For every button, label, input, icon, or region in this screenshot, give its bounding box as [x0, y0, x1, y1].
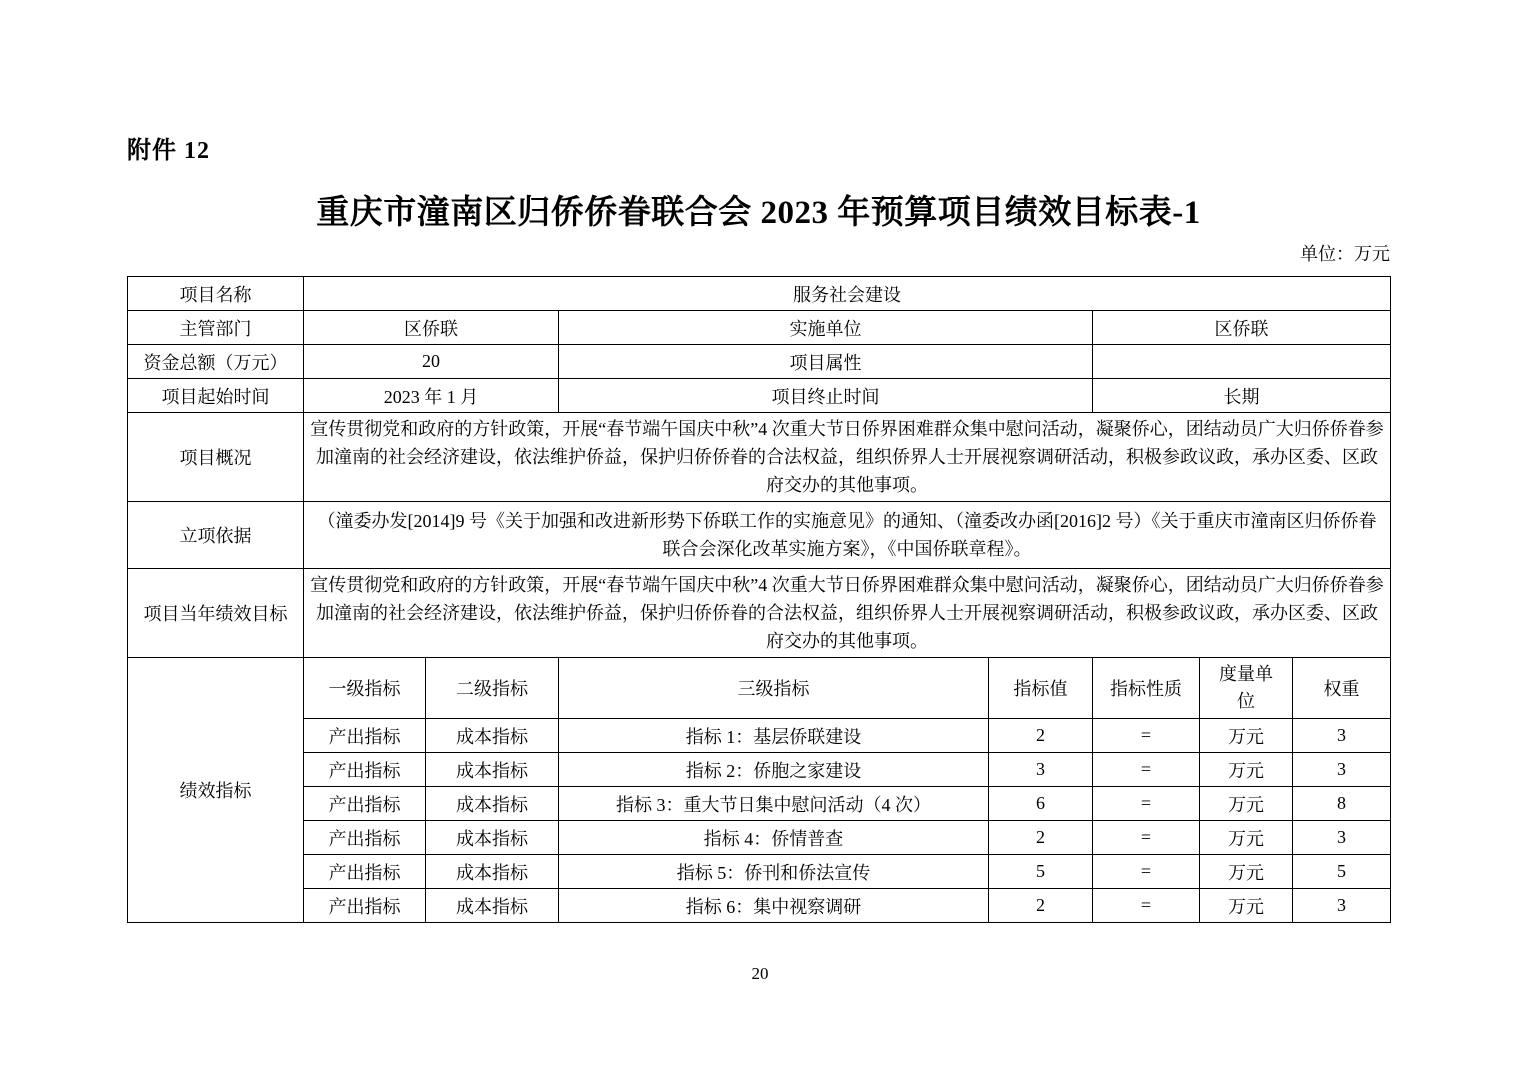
- nature-cell: =: [1093, 719, 1200, 753]
- level1-cell: 产出指标: [304, 855, 426, 889]
- basis-label: 立项依据: [128, 502, 304, 569]
- level2-cell: 成本指标: [426, 889, 559, 923]
- value-cell: 2: [989, 889, 1093, 923]
- table-row: [128, 413, 1391, 502]
- page-title: 重庆市潼南区归侨侨眷联合会 2023 年预算项目绩效目标表-1: [316, 195, 1201, 231]
- level2-cell: 成本指标: [426, 787, 559, 821]
- header-measure-unit: [1200, 658, 1293, 719]
- weight-cell: 8: [1293, 787, 1391, 821]
- unit-cell: 万元: [1200, 821, 1293, 855]
- total-fund-label: 资金总额（万元）: [128, 345, 304, 379]
- start-time-label: 项目起始时间: [128, 379, 304, 413]
- end-time-value: 长期: [1093, 379, 1391, 413]
- table-row: [128, 277, 1391, 311]
- indicator-row: [128, 753, 1391, 787]
- weight-cell: 3: [1293, 889, 1391, 923]
- level1-cell: 产出指标: [304, 787, 426, 821]
- nature-cell: =: [1093, 821, 1200, 855]
- header-indicator-nature: 指标性质: [1093, 658, 1200, 719]
- start-time-value: 2023 年 1 月: [304, 379, 559, 413]
- weight-cell: 3: [1293, 821, 1391, 855]
- unit-cell: 万元: [1200, 787, 1293, 821]
- total-fund-value: 20: [304, 345, 559, 379]
- table-row: [128, 379, 1391, 413]
- value-cell: 2: [989, 719, 1093, 753]
- indicators-label: 绩效指标: [128, 658, 304, 923]
- header-weight: 权重: [1293, 658, 1391, 719]
- annual-goal-label: 项目当年绩效目标: [128, 569, 304, 658]
- implement-unit-value: 区侨联: [1093, 311, 1391, 345]
- dept-label: 主管部门: [128, 311, 304, 345]
- header-level2: 二级指标: [426, 658, 559, 719]
- indicator-row: [128, 787, 1391, 821]
- overview-text: 宣传贯彻党和政府的方针政策，开展“春节端午国庆中秋”4 次重大节日侨界困难群众集中慰问活动，凝聚侨心，团结动员广大归侨侨眷参加潼南的社会经济建设，依法维护侨益，保护归侨侨眷的合法权益，组织侨界人士开展视察调研活动，积极参政议政，承办区委、区政府交办的其他事项。: [304, 413, 1391, 502]
- level3-cell: 指标 5：侨刊和侨法宣传: [559, 855, 989, 889]
- table-row: [128, 311, 1391, 345]
- level2-cell: 成本指标: [426, 753, 559, 787]
- indicator-header-row: [128, 658, 1391, 719]
- implement-unit-label: 实施单位: [559, 311, 1093, 345]
- level2-cell: 成本指标: [426, 855, 559, 889]
- unit-cell: 万元: [1200, 889, 1293, 923]
- project-attribute-value: [1093, 345, 1391, 379]
- level1-cell: 产出指标: [304, 821, 426, 855]
- page-number: 20: [751, 964, 769, 983]
- measure-unit-text: 度量单位: [1218, 664, 1273, 711]
- weight-cell: 3: [1293, 719, 1391, 753]
- table-row: [128, 345, 1391, 379]
- nature-cell: =: [1093, 753, 1200, 787]
- weight-cell: 3: [1293, 753, 1391, 787]
- attachment-label: 附件 12: [127, 138, 210, 164]
- value-cell: 3: [989, 753, 1093, 787]
- indicator-row: [128, 889, 1391, 923]
- dept-value: 区侨联: [304, 311, 559, 345]
- nature-cell: =: [1093, 787, 1200, 821]
- unit-cell: 万元: [1200, 719, 1293, 753]
- indicator-row: [128, 855, 1391, 889]
- annual-goal-text: 宣传贯彻党和政府的方针政策，开展“春节端午国庆中秋”4 次重大节日侨界困难群众集中慰问活动，凝聚侨心，团结动员广大归侨侨眷参加潼南的社会经济建设，依法维护侨益，保护归侨侨眷的合法权益，组织侨界人士开展视察调研活动，积极参政议政，承办区委、区政府交办的其他事项。: [304, 569, 1391, 658]
- header-level1: 一级指标: [304, 658, 426, 719]
- level3-cell: 指标 3：重大节日集中慰问活动（4 次）: [559, 787, 989, 821]
- level3-cell: 指标 6：集中视察调研: [559, 889, 989, 923]
- indicator-row: [128, 719, 1391, 753]
- budget-performance-table: [127, 276, 1391, 923]
- level2-cell: 成本指标: [426, 719, 559, 753]
- overview-label: 项目概况: [128, 413, 304, 502]
- project-attribute-label: 项目属性: [559, 345, 1093, 379]
- end-time-label: 项目终止时间: [559, 379, 1093, 413]
- level1-cell: 产出指标: [304, 719, 426, 753]
- table-row: [128, 569, 1391, 658]
- level2-cell: 成本指标: [426, 821, 559, 855]
- level3-cell: 指标 2：侨胞之家建设: [559, 753, 989, 787]
- unit-cell: 万元: [1200, 855, 1293, 889]
- value-cell: 5: [989, 855, 1093, 889]
- value-cell: 2: [989, 821, 1093, 855]
- value-cell: 6: [989, 787, 1093, 821]
- basis-text: （潼委办发[2014]9 号《关于加强和改进新形势下侨联工作的实施意见》的通知、（潼委改办函[2016]2 号）《关于重庆市潼南区归侨侨眷联合会深化改革实施方案》，《中国侨联章程》。: [304, 502, 1391, 569]
- header-indicator-value: 指标值: [989, 658, 1093, 719]
- header-level3: 三级指标: [559, 658, 989, 719]
- indicator-row: [128, 821, 1391, 855]
- table-row: [128, 502, 1391, 569]
- weight-cell: 5: [1293, 855, 1391, 889]
- level1-cell: 产出指标: [304, 889, 426, 923]
- nature-cell: =: [1093, 855, 1200, 889]
- level1-cell: 产出指标: [304, 753, 426, 787]
- unit-note: 单位：万元: [1300, 244, 1390, 264]
- project-name-value: 服务社会建设: [304, 277, 1391, 311]
- level3-cell: 指标 1：基层侨联建设: [559, 719, 989, 753]
- nature-cell: =: [1093, 889, 1200, 923]
- project-name-label: 项目名称: [128, 277, 304, 311]
- level3-cell: 指标 4：侨情普查: [559, 821, 989, 855]
- unit-cell: 万元: [1200, 753, 1293, 787]
